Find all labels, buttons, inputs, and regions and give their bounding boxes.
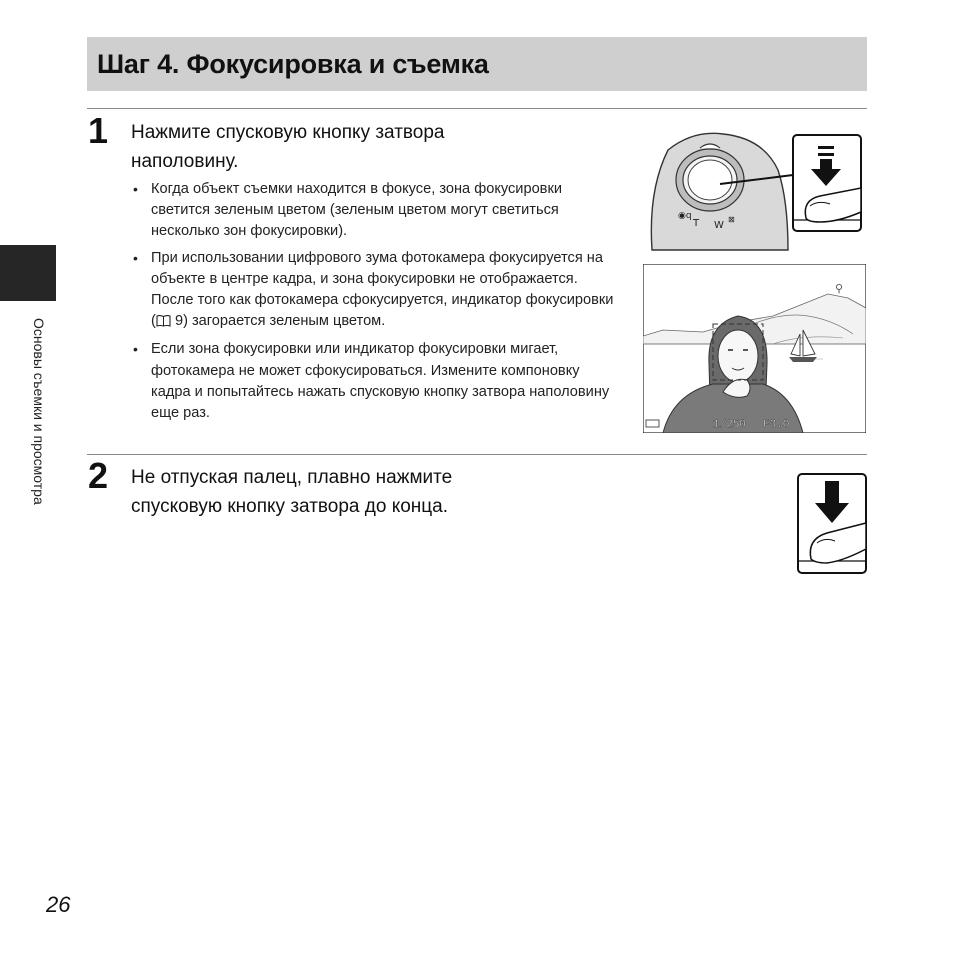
step-2-number: 2 [88,455,109,496]
camera-shutter-illustration [648,130,866,252]
bullet-item [132,339,617,424]
svg-text:⚲: ⚲ [835,282,844,295]
bullet-dot-icon: • [133,181,138,197]
bullet-text: При использовании цифрового зума фотокамера фокусируется на объекте в центре кадра, и зона фокусировки не отображается. После того как фотокамера сфокусируется, индикатор фокусировки ( [151,249,614,330]
aperture-readout: F3.0 [763,419,790,431]
divider-middle [87,454,867,455]
page-reference[interactable]: 9 [174,313,184,330]
step-2-heading-line1: Не отпуская палец, плавно нажмите [131,467,453,488]
step-1-heading-line1: Нажмите спусковую кнопку затвора [131,122,445,143]
page-number: 26 [46,892,71,917]
step-1-bullet-list [132,179,617,429]
step-1-number: 1 [88,110,109,151]
bullet-item [132,248,617,335]
step-1-heading [131,118,445,176]
page-title: Шаг 4. Фокусировка и съемка [97,48,489,79]
full-press-illustration [797,473,867,574]
svg-text:⊠: ⊠ [728,215,735,224]
svg-text:W: W [714,220,724,231]
bullet-dot-icon: • [133,341,138,358]
bullet-text: Если зона фокусировки или индикатор фокусировки мигает, фотокамера не может сфокусироваться. Измените компоновку кадра и попытайтесь нажать спусковую кнопку затвора наполовину еще раз. [151,341,610,422]
step-1-heading-line2: наполовину. [131,151,239,172]
step-2-heading-line2: спусковую кнопку затвора до конца. [131,496,449,517]
camera-screen-illustration [643,264,866,433]
book-reference-icon [156,313,171,334]
step-2-heading [131,463,452,521]
svg-text:◉q: ◉q [678,211,692,221]
bullet-item [132,179,617,243]
bullet-text-end: ) загорается зеленым цветом. [183,313,386,330]
svg-text:T: T [693,218,700,229]
bullet-dot-icon: • [133,249,138,266]
page-title-bar [87,37,867,91]
chapter-label: Основы съемки и просмотра [31,318,47,505]
divider-top [87,108,867,109]
bullet-text: Когда объект съемки находится в фокусе, зона фокусировки светится зеленым цветом (зеленым цветом могут светиться несколько зон фокусировки). [151,181,562,240]
chapter-tab [0,245,56,301]
shutter-speed-readout: 1/250 [713,419,747,431]
